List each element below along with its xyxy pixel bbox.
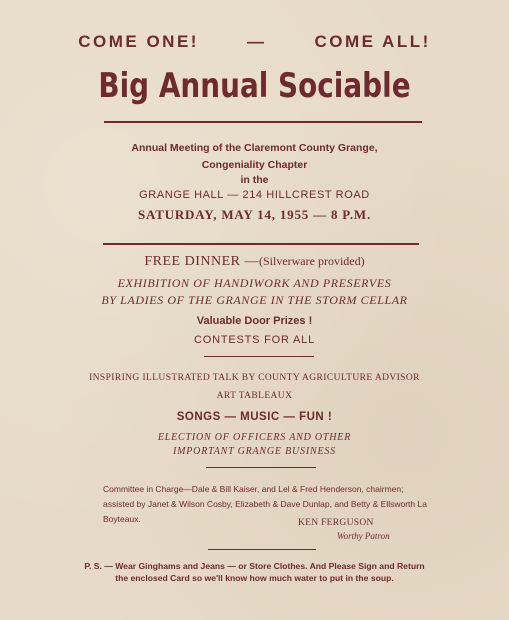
art-tableaux: ART TABLEAUX xyxy=(216,391,293,401)
door-prizes: Valuable Door Prizes ! xyxy=(196,315,313,327)
election-line-1: ELECTION OF OFFICERS AND OTHER xyxy=(157,432,352,443)
flyer-title: Big Annual Sociable xyxy=(98,66,411,106)
exhibition-line-1: EXHIBITION OF HANDIWORK AND PRESERVES xyxy=(117,276,392,290)
slogan-right: COME ALL! xyxy=(314,32,431,51)
free-dinner-note: (Silverware provided) xyxy=(258,254,365,268)
header-slogan xyxy=(0,32,509,52)
signer-title: Worthy Patron xyxy=(337,531,390,541)
free-dinner-label: FREE DINNER — xyxy=(144,254,259,269)
meeting-line-3: in the xyxy=(240,174,269,186)
meeting-divider xyxy=(103,243,419,245)
postscript-divider xyxy=(208,549,316,550)
meeting-line-2: Congeniality Chapter xyxy=(201,159,308,171)
meeting-address: GRANGE HALL — 214 HILLCREST ROAD xyxy=(139,189,370,201)
business-divider xyxy=(206,467,316,468)
slogan-dash: — xyxy=(246,32,267,51)
signer-name: KEN FERGUSON xyxy=(298,518,374,528)
slogan-left: COME ONE! xyxy=(78,32,199,51)
postscript-line-2: the enclosed Card so we'll know how much water to put in the soup. xyxy=(115,573,394,583)
postscript-line-1: P. S. — Wear Ginghams and Jeans — or Store Clothes. And Please Sign and Return xyxy=(84,561,425,571)
committee-note: Committee in Charge—Dale & Bill Kaiser, and Lel & Fred Henderson, chairmen; assisted by Janet & Wilson Cosby, Elizabeth & Dave Dunlap, and Betty & Ellsworth La Boyteaux. xyxy=(103,484,427,524)
contests: CONTESTS FOR ALL xyxy=(194,334,315,346)
program-divider xyxy=(204,356,314,357)
exhibition-line-2: BY LADIES OF THE GRANGE IN THE STORM CELLAR xyxy=(101,293,408,307)
free-dinner xyxy=(0,254,509,270)
election-line-2: IMPORTANT GRANGE BUSINESS xyxy=(173,446,336,457)
title-divider xyxy=(104,121,422,123)
meeting-date: SATURDAY, MAY 14, 1955 — 8 P.M. xyxy=(137,207,372,222)
illustrated-talk: INSPIRING ILLUSTRATED TALK BY COUNTY AGRICULTURE ADVISOR xyxy=(89,373,420,383)
meeting-line-1: Annual Meeting of the Claremont County Grange, xyxy=(131,142,378,154)
songs-music-fun: SONGS — MUSIC — FUN ! xyxy=(176,411,333,423)
